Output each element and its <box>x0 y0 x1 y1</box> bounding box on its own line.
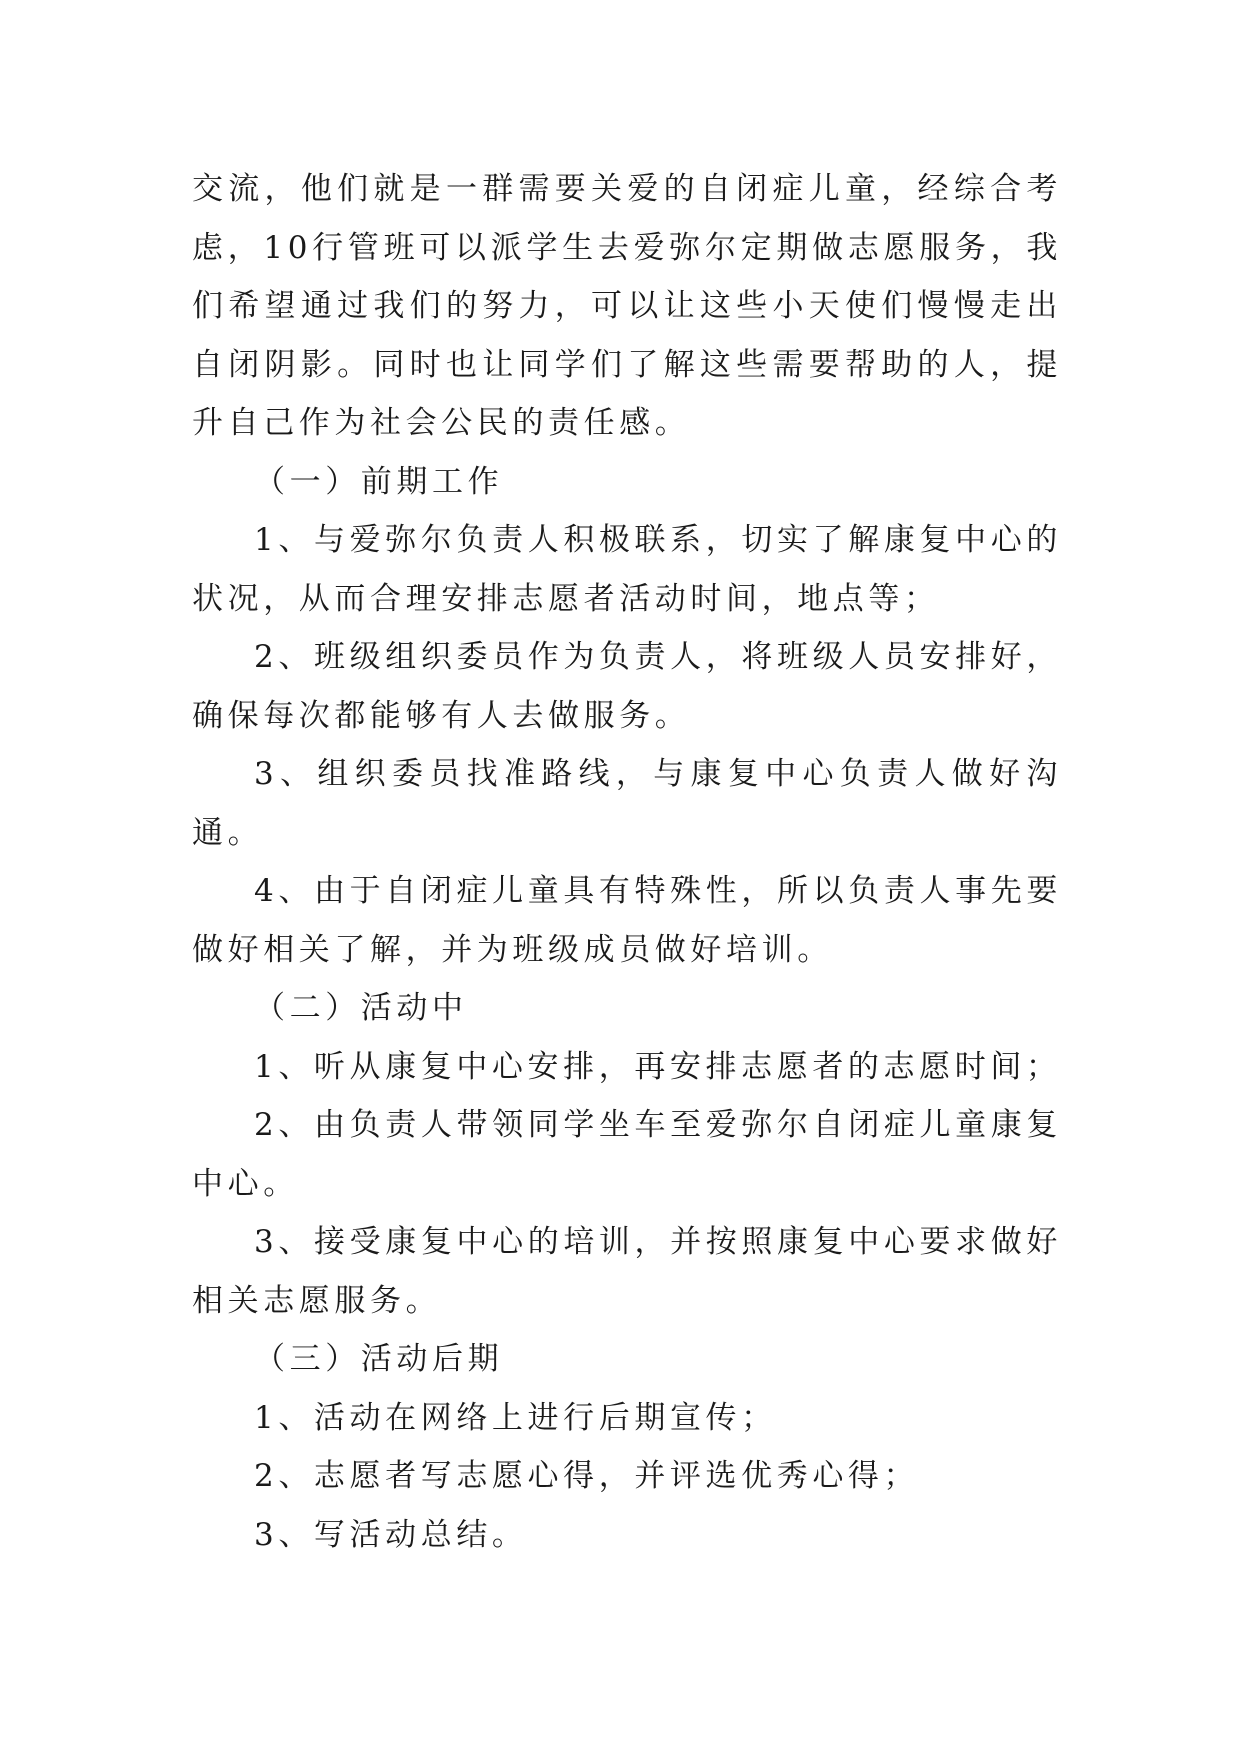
section-heading-preparation: （一）前期工作 <box>254 463 504 500</box>
document-body <box>192 160 1062 1564</box>
list-item: 4、由于自闭症儿童具有特殊性，所以负责人事先要做好相关了解，并为班级成员做好培训。 <box>192 873 1062 968</box>
list-item: 3、写活动总结。 <box>254 1516 528 1553</box>
list-item: 1、活动在网络上进行后期宣传； <box>254 1399 777 1436</box>
list-item: 3、接受康复中心的培训，并按照康复中心要求做好相关志愿服务。 <box>192 1224 1062 1319</box>
section-heading-during: （二）活动中 <box>254 990 468 1026</box>
intro-paragraph: 交流，他们就是一群需要关爱的自闭症儿童，经综合考虑，10行管班可以派学生去爱弥尔定期做志愿服务，我们希望通过我们的努力，可以让这些小天使们慢慢走出自闭阴影。同时也让同学们了解这些需要帮助的人，提升自己作为社会公民的责任感。 <box>192 171 1062 441</box>
list-item: 2、由负责人带领同学坐车至爱弥尔自闭症儿童康复中心。 <box>192 1107 1062 1202</box>
list-item: 1、与爱弥尔负责人积极联系，切实了解康复中心的状况，从而合理安排志愿者活动时间，地点等； <box>192 522 1062 617</box>
list-item: 1、听从康复中心安排，再安排志愿者的志愿时间； <box>254 1048 1062 1085</box>
section-heading-after: （三）活动后期 <box>254 1341 504 1377</box>
list-item: 2、志愿者写志愿心得，并评选优秀心得； <box>254 1458 920 1494</box>
list-item: 2、班级组织委员作为负责人，将班级人员安排好，确保每次都能够有人去做服务。 <box>192 639 1062 734</box>
list-item: 3、组织委员找准路线，与康复中心负责人做好沟通。 <box>192 756 1062 851</box>
